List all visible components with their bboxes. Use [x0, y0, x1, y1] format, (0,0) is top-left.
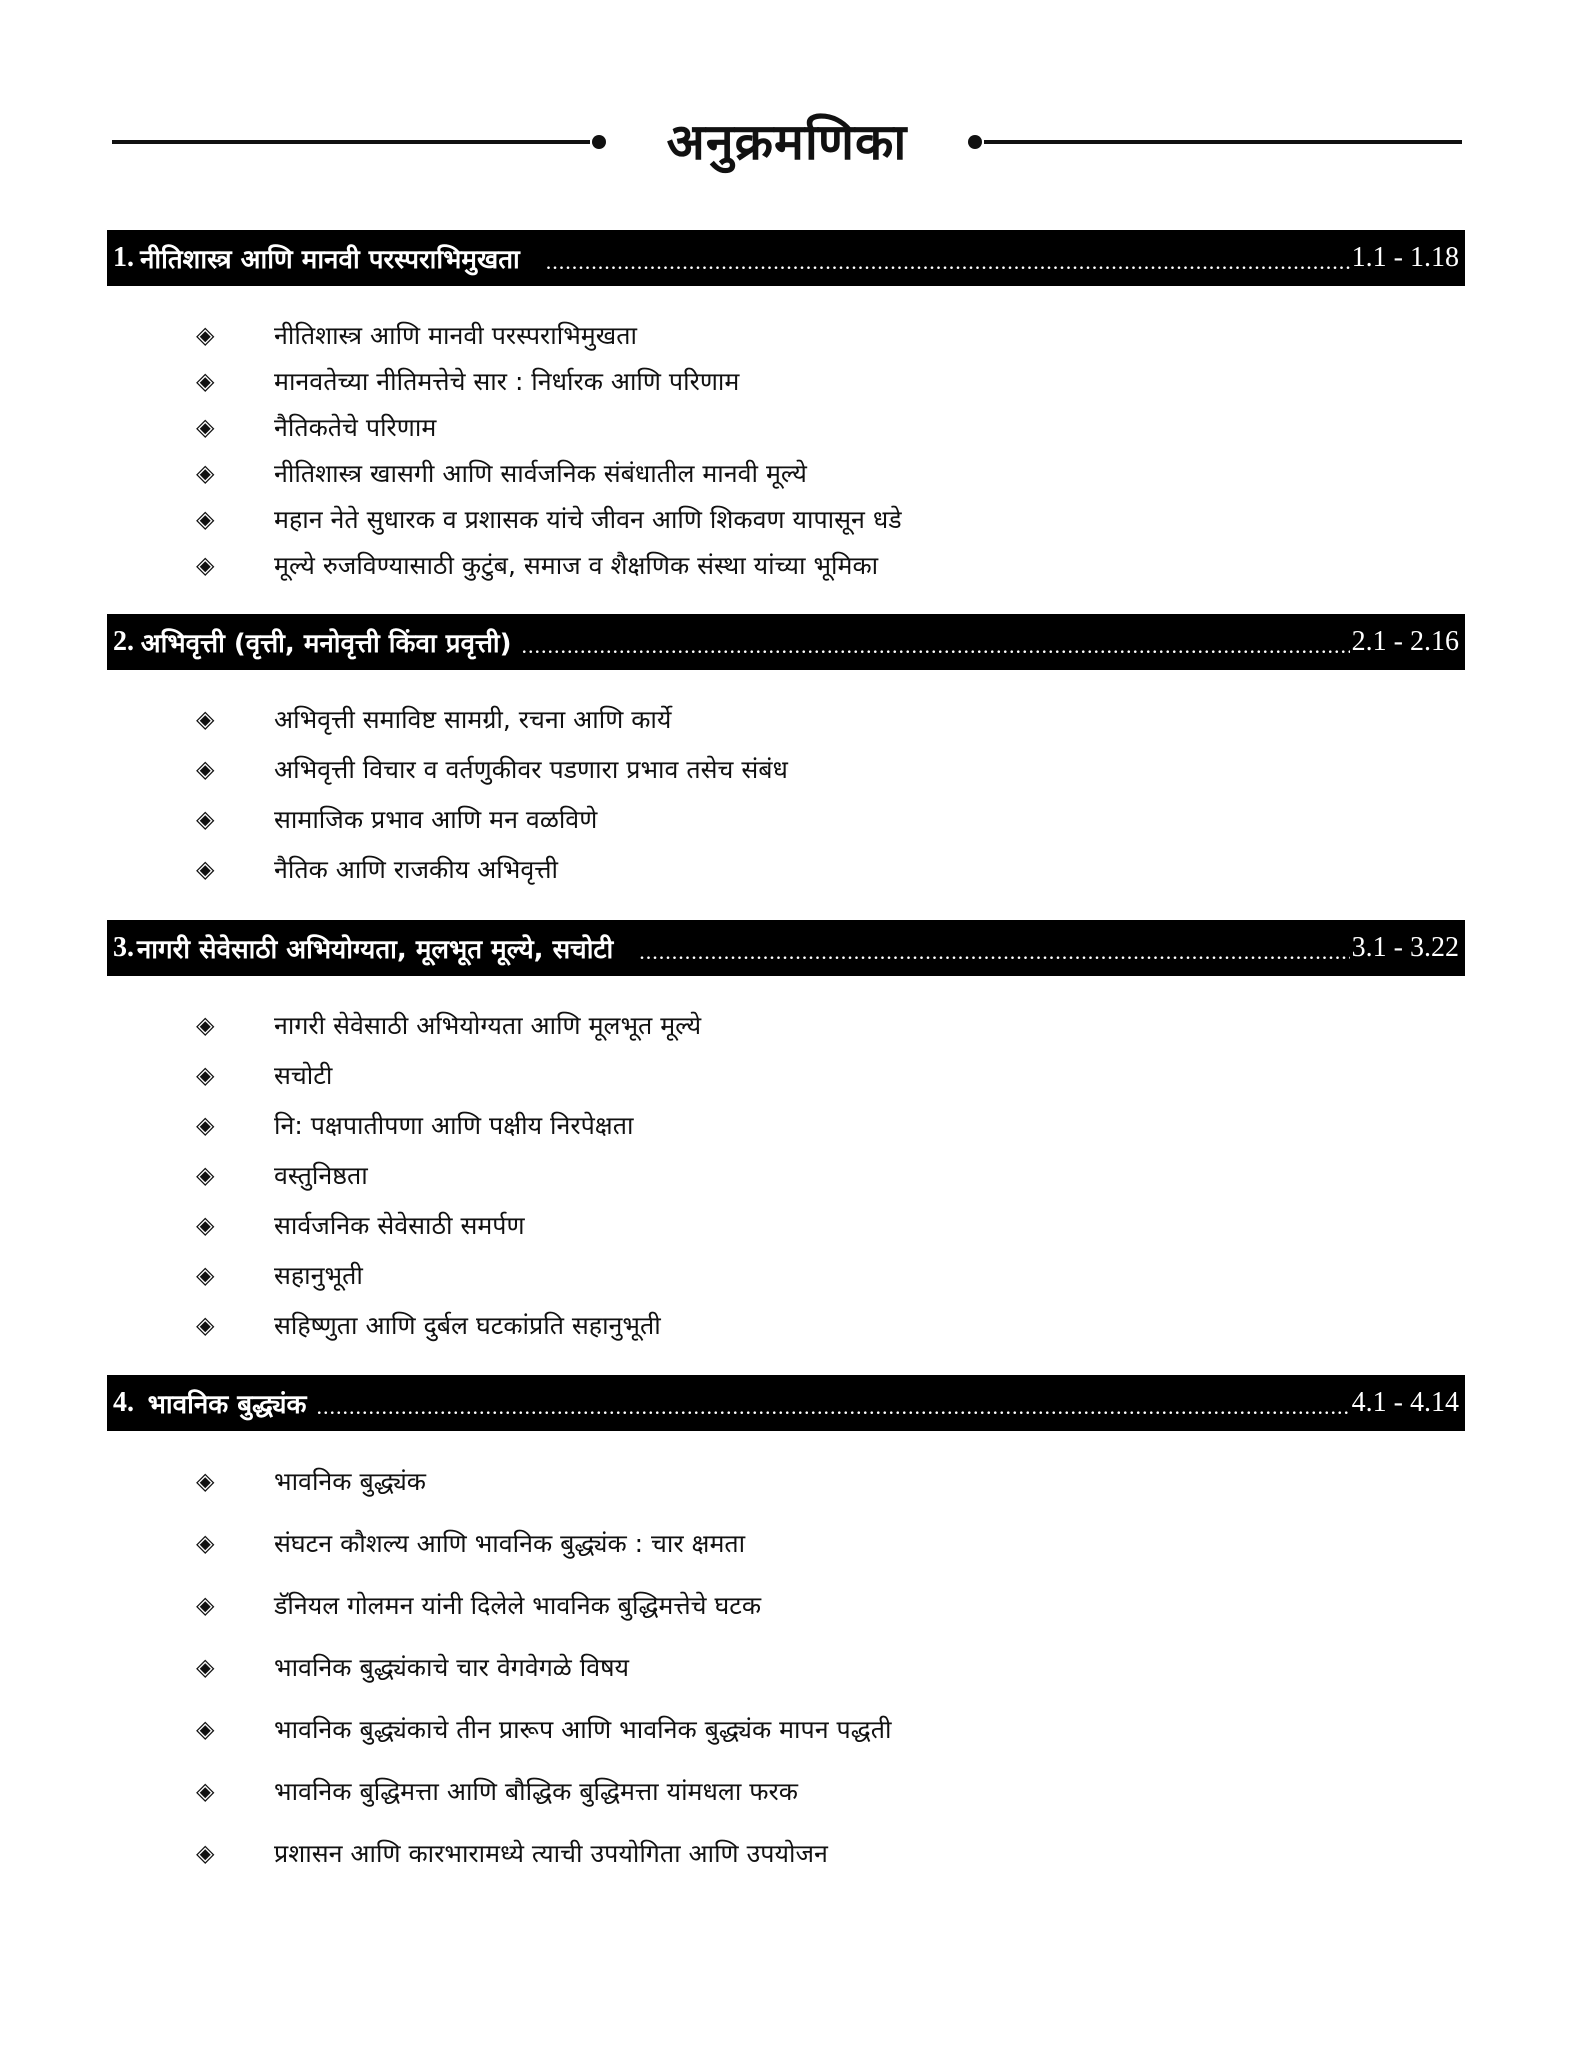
chapter-title: नागरी सेवेसाठी अभियोग्यता, मूलभूत मूल्ये, सचोटी — [136, 935, 614, 965]
dot-leader — [317, 1387, 1350, 1419]
chapter-heading-3 — [107, 920, 1465, 976]
topic-text: मानवतेच्या नीतिमत्तेचे सार : निर्धारक आणि परिणाम — [274, 367, 740, 396]
chapter-title: अभिवृत्ती (वृत्ती, मनोवृत्ती किंवा प्रवृत्ती) — [140, 629, 512, 659]
topic-text: महान नेते सुधारक व प्रशासक यांचे जीवन आणि शिकवण यापासून धडे — [274, 505, 902, 534]
topic-text: नि: पक्षपातीपणा आणि पक्षीय निरपेक्षता — [274, 1111, 634, 1140]
diamond-bullet-icon: ◈ — [196, 1161, 215, 1189]
list-item — [196, 1574, 891, 1636]
topic-list-3 — [196, 1000, 701, 1350]
chapter-number: 2. — [113, 626, 134, 657]
topic-text: वस्तुनिष्ठता — [274, 1161, 368, 1190]
list-item — [196, 1822, 891, 1884]
title-dot-left — [592, 135, 606, 149]
diamond-bullet-icon: ◈ — [196, 1839, 215, 1867]
diamond-bullet-icon: ◈ — [196, 551, 215, 579]
topic-text: डॅनियल गोलमन यांनी दिलेले भावनिक बुद्धिमत्तेचे घटक — [274, 1591, 762, 1620]
diamond-bullet-icon: ◈ — [196, 321, 215, 349]
list-item — [196, 1636, 891, 1698]
diamond-bullet-icon: ◈ — [196, 1653, 215, 1681]
diamond-bullet-icon: ◈ — [196, 1311, 215, 1339]
chapter-pages: 2.1 - 2.16 — [1351, 626, 1459, 657]
list-item — [196, 1150, 701, 1200]
list-item — [196, 844, 788, 894]
topic-text: भावनिक बुद्ध्यंकाचे तीन प्रारूप आणि भावनिक बुद्ध्यंक मापन पद्धती — [274, 1715, 892, 1744]
list-item — [196, 450, 902, 496]
chapter-pages: 1.1 - 1.18 — [1351, 242, 1459, 273]
topic-text: प्रशासन आणि कारभारामध्ये त्याची उपयोगिता आणि उपयोजन — [274, 1839, 828, 1868]
list-item — [196, 1450, 891, 1512]
diamond-bullet-icon: ◈ — [196, 1591, 215, 1619]
list-item — [196, 694, 788, 744]
diamond-bullet-icon: ◈ — [196, 1529, 215, 1557]
topic-text: अभिवृत्ती समाविष्ट सामग्री, रचना आणि कार्ये — [274, 705, 672, 734]
topic-text: सहानुभूती — [274, 1261, 363, 1290]
list-item — [196, 358, 902, 404]
title-rule-right — [984, 140, 1462, 144]
chapter-title: नीतिशास्त्र आणि मानवी परस्पराभिमुखता — [139, 245, 520, 275]
chapter-number: 1. — [113, 242, 134, 273]
diamond-bullet-icon: ◈ — [196, 1061, 215, 1089]
topic-text: सामाजिक प्रभाव आणि मन वळविणे — [274, 805, 598, 834]
topic-text: नीतिशास्त्र आणि मानवी परस्पराभिमुखता — [274, 321, 637, 350]
diamond-bullet-icon: ◈ — [196, 505, 215, 533]
list-item — [196, 1250, 701, 1300]
title-rule-left — [112, 140, 590, 144]
list-item — [196, 744, 788, 794]
chapter-number: 4. — [113, 1387, 134, 1418]
list-item — [196, 1200, 701, 1250]
diamond-bullet-icon: ◈ — [196, 1715, 215, 1743]
topic-text: भावनिक बुद्ध्यंक — [274, 1467, 426, 1496]
list-item — [196, 496, 902, 542]
diamond-bullet-icon: ◈ — [196, 755, 215, 783]
list-item — [196, 794, 788, 844]
list-item — [196, 1698, 891, 1760]
diamond-bullet-icon: ◈ — [196, 1467, 215, 1495]
topic-text: नैतिक आणि राजकीय अभिवृत्ती — [274, 855, 558, 884]
topic-text: नीतिशास्त्र खासगी आणि सार्वजनिक संबंधातील मानवी मूल्ये — [274, 459, 807, 488]
topic-text: नैतिकतेचे परिणाम — [274, 413, 437, 442]
list-item — [196, 1512, 891, 1574]
list-item — [196, 1300, 701, 1350]
diamond-bullet-icon: ◈ — [196, 459, 215, 487]
topic-text: सचोटी — [274, 1061, 333, 1090]
topic-text: अभिवृत्ती विचार व वर्तणुकीवर पडणारा प्रभाव तसेच संबंध — [274, 755, 788, 784]
topic-text: संघटन कौशल्य आणि भावनिक बुद्ध्यंक : चार क्षमता — [274, 1529, 746, 1558]
chapter-heading-1 — [107, 230, 1465, 286]
diamond-bullet-icon: ◈ — [196, 805, 215, 833]
title-dot-right — [968, 135, 982, 149]
diamond-bullet-icon: ◈ — [196, 1011, 215, 1039]
dot-leader — [546, 242, 1350, 274]
chapter-number: 3. — [113, 932, 134, 963]
topic-text: भावनिक बुद्ध्यंकाचे चार वेगवेगळे विषय — [274, 1653, 630, 1682]
chapter-heading-2 — [107, 614, 1465, 670]
topic-text: सार्वजनिक सेवेसाठी समर्पण — [274, 1211, 525, 1240]
diamond-bullet-icon: ◈ — [196, 1111, 215, 1139]
topic-text: भावनिक बुद्धिमत्ता आणि बौद्धिक बुद्धिमत्ता यांमधला फरक — [274, 1777, 798, 1806]
chapter-heading-4 — [107, 1375, 1465, 1431]
list-item — [196, 1100, 701, 1150]
topic-text: नागरी सेवेसाठी अभियोग्यता आणि मूलभूत मूल्ये — [274, 1011, 702, 1040]
topic-list-2 — [196, 694, 788, 894]
chapter-pages: 4.1 - 4.14 — [1351, 1387, 1459, 1418]
diamond-bullet-icon: ◈ — [196, 1211, 215, 1239]
chapter-title: भावनिक बुद्ध्यंक — [147, 1390, 307, 1420]
list-item — [196, 1050, 701, 1100]
diamond-bullet-icon: ◈ — [196, 1261, 215, 1289]
list-item — [196, 404, 902, 450]
list-item — [196, 1760, 891, 1822]
topic-list-1 — [196, 312, 902, 588]
diamond-bullet-icon: ◈ — [196, 413, 215, 441]
list-item — [196, 542, 902, 588]
chapter-pages: 3.1 - 3.22 — [1351, 932, 1459, 963]
list-item — [196, 1000, 701, 1050]
topic-list-4 — [196, 1450, 891, 1884]
diamond-bullet-icon: ◈ — [196, 855, 215, 883]
title-header — [112, 112, 1462, 180]
dot-leader — [639, 932, 1349, 964]
topic-text: मूल्ये रुजविण्यासाठी कुटुंब, समाज व शैक्षणिक संस्था यांच्या भूमिका — [274, 551, 879, 580]
topic-text: सहिष्णुता आणि दुर्बल घटकांप्रति सहानुभूती — [274, 1311, 661, 1340]
list-item — [196, 312, 902, 358]
diamond-bullet-icon: ◈ — [196, 1777, 215, 1805]
diamond-bullet-icon: ◈ — [196, 367, 215, 395]
page-title: अनुक्रमणिका — [666, 113, 908, 171]
dot-leader — [522, 626, 1350, 658]
diamond-bullet-icon: ◈ — [196, 705, 215, 733]
